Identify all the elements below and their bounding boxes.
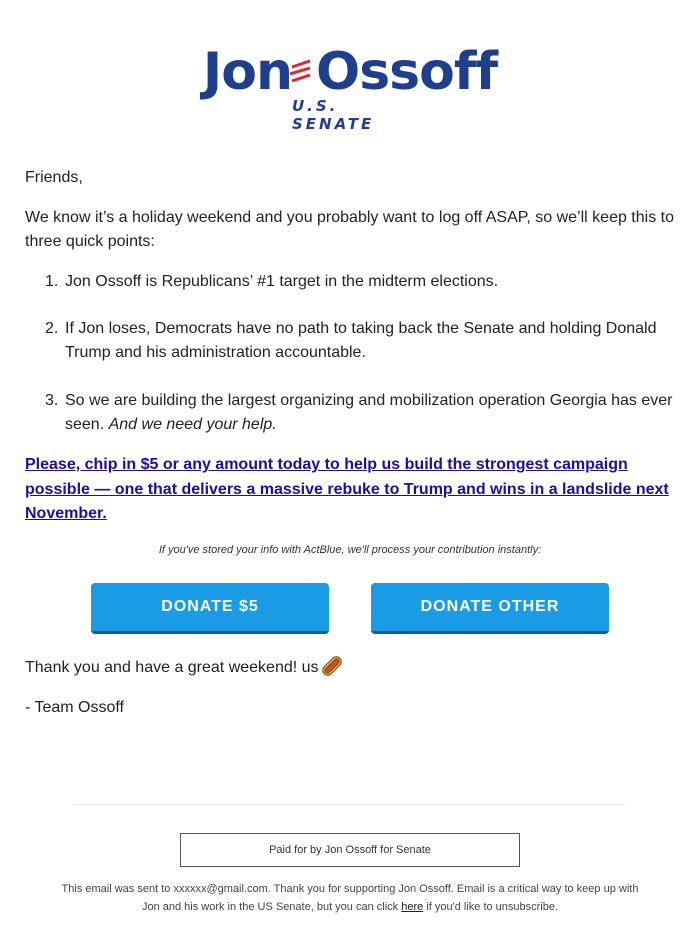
signoff: - Team Ossoff	[25, 699, 124, 716]
stripe-emblem-icon	[290, 50, 318, 94]
logo-name-left: Jon	[202, 42, 292, 102]
unsubscribe-link[interactable]: here	[401, 901, 424, 913]
footer-email: xxxxxx@gmail.com	[173, 883, 268, 895]
actblue-note: If you've stored your info with ActBlue, we'll process your contribution instantly:	[158, 544, 542, 556]
list-text: So we are building the largest organizing and mobilization operation Georgia has ever seen.	[65, 392, 673, 433]
list-text: Jon Ossoff is Republicans’ #1 target in the midterm elections.	[65, 273, 499, 290]
thanks-line	[25, 656, 675, 684]
thanks-text: Thank you and have a great weekend! us	[25, 659, 319, 676]
list-number: 2.	[45, 320, 59, 337]
list-number: 1.	[45, 273, 59, 290]
list-emphasis: And we need your help.	[108, 416, 277, 433]
campaign-logo	[0, 42, 700, 133]
footer-message: . Thank you for supporting Jon Ossoff. Email is a critical way to keep up with Jon and his work in the US Senate, but you can click	[141, 883, 639, 913]
donate-other-button[interactable]: DONATE OTHER	[371, 583, 609, 634]
donate-ask-link[interactable]: Please, chip in $5 or any amount today to help us build the strongest campaign possible — one that delivers a massive rebuke to Trump and wins in a landslide next November.	[25, 456, 669, 522]
footer-divider	[75, 804, 625, 805]
logo-name-right: Ossoff	[316, 42, 498, 102]
donate-5-button[interactable]: DONATE $5	[91, 583, 329, 634]
list-number: 3.	[45, 392, 59, 409]
greeting: Friends,	[25, 169, 83, 186]
footer-text	[60, 880, 640, 916]
footer-message-end: if you'd like to unsubscribe.	[426, 901, 559, 913]
logo-wordmark	[0, 42, 700, 102]
footer-sent-to: This email was sent to	[61, 883, 171, 895]
list-text-wrap	[65, 389, 677, 437]
hotdog-emoji-icon	[321, 656, 343, 684]
list-text: If Jon loses, Democrats have no path to taking back the Senate and holding Donald Trump and his administration accountable.	[65, 320, 657, 361]
logo-subtitle: U.S. SENATE	[292, 97, 375, 133]
intro-paragraph: We know it’s a holiday weekend and you probably want to log off ASAP, so we’ll keep this to three quick points:	[25, 209, 674, 250]
paid-for-disclaimer: Paid for by Jon Ossoff for Senate	[180, 833, 520, 867]
